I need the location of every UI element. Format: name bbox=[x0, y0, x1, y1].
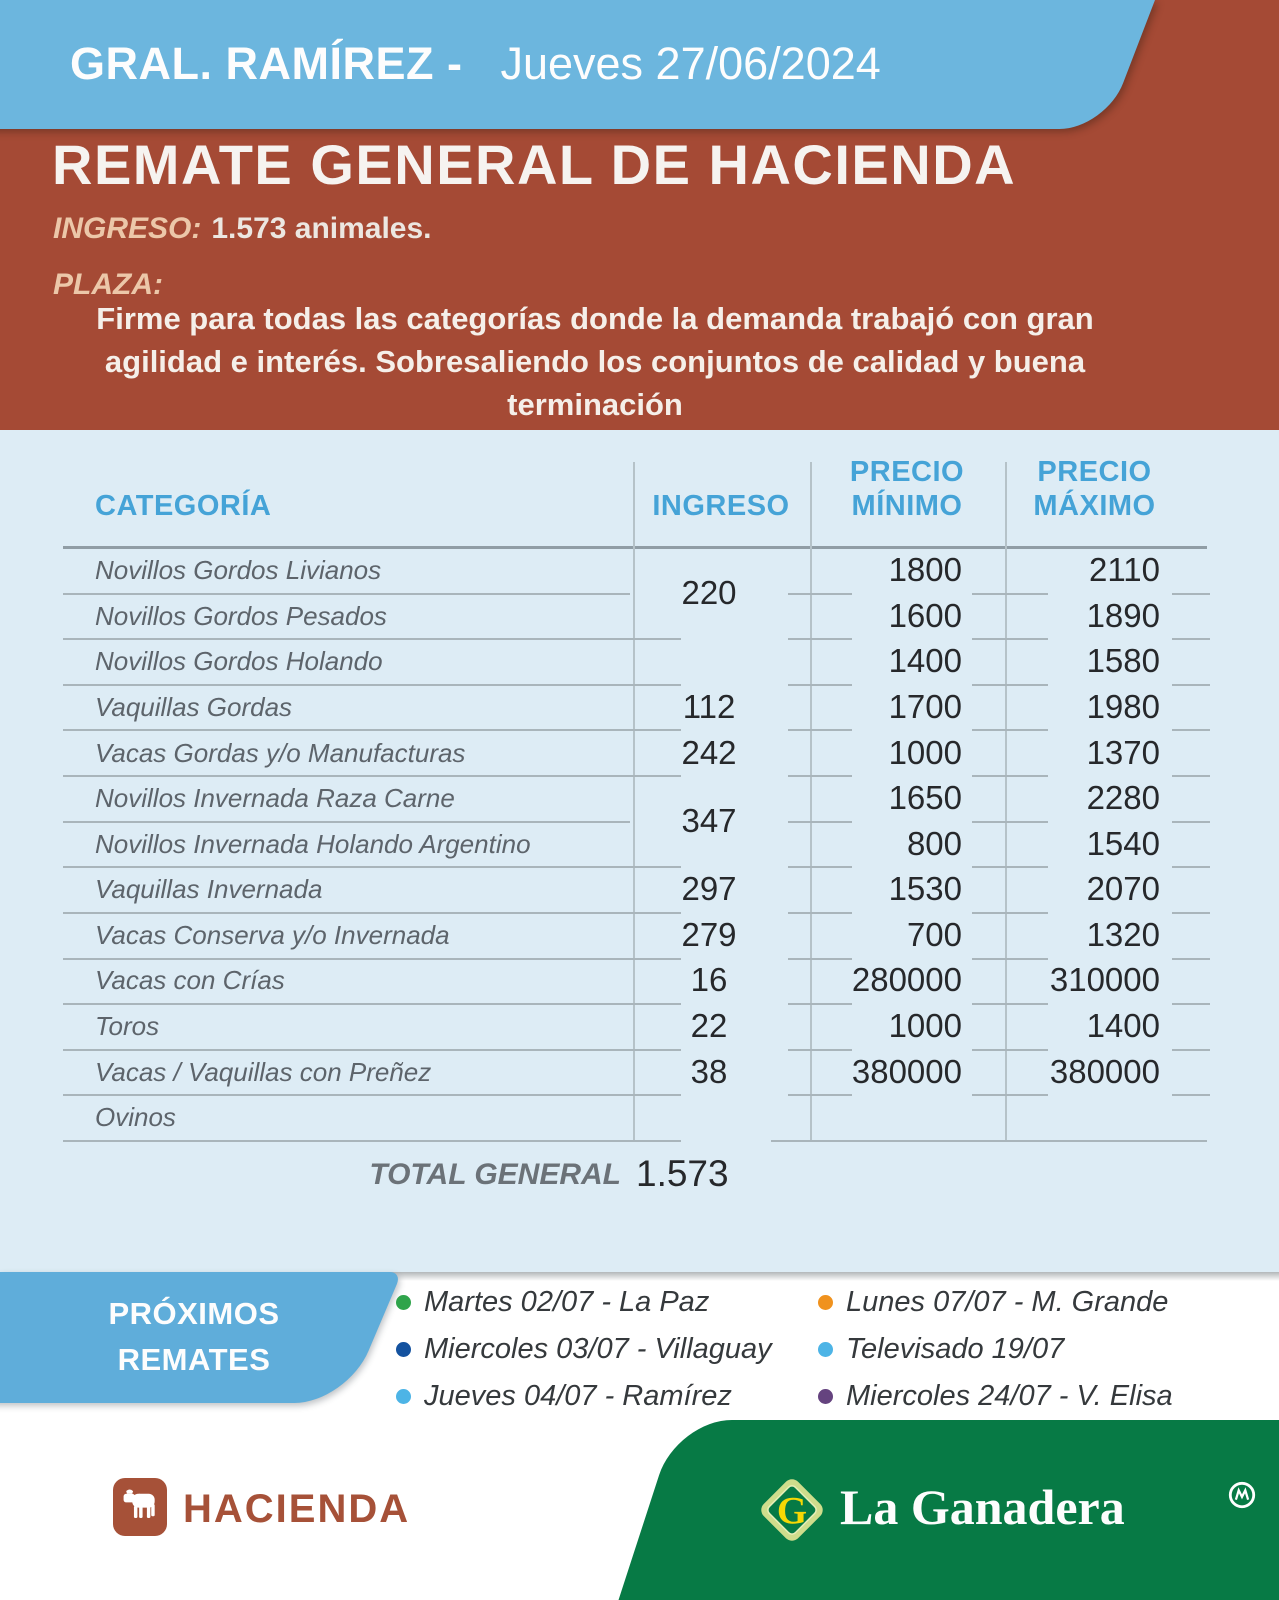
svg-text:G: G bbox=[776, 1489, 808, 1533]
table-row: Novillos Gordos Holando 1400 1580 bbox=[95, 642, 1160, 679]
bullet-icon bbox=[396, 1295, 411, 1310]
plaza-line-1: Firme para todas las categorías donde la demanda trabajó con gran bbox=[96, 301, 1094, 336]
list-item: Miercoles 24/07 - V. Elisa bbox=[818, 1380, 1173, 1413]
proximos-column-1 bbox=[396, 1286, 772, 1413]
column-header-precio-maximo: PRECIO MÁXIMO bbox=[1033, 456, 1156, 522]
table-row: Novillos Gordos Livianos 220 1800 2110 bbox=[95, 551, 1160, 611]
proximos-remates-title: PRÓXIMOS REMATES bbox=[108, 1296, 280, 1377]
header-date: Jueves 27/06/2024 bbox=[500, 38, 881, 89]
trademark-icon bbox=[1227, 1480, 1257, 1510]
table-row: Novillos Gordos Pesados 1600 1890 bbox=[95, 597, 1160, 634]
table-row: Vacas con Crías 16 280000 310000 bbox=[95, 961, 1160, 998]
table-row: Vacas Gordas y/o Manufacturas 242 1000 1370 bbox=[95, 734, 1160, 771]
brand-name: La Ganadera bbox=[840, 1479, 1125, 1535]
brand-diamond-icon bbox=[758, 1476, 826, 1544]
page-title: REMATE GENERAL DE HACIENDA bbox=[52, 133, 1017, 196]
hacienda-logo bbox=[113, 1478, 167, 1536]
table-row: Vacas / Vaquillas con Preñez 38 380000 380000 bbox=[95, 1053, 1160, 1090]
list-item: Lunes 07/07 - M. Grande bbox=[818, 1286, 1173, 1319]
header-location: GRAL. RAMÍREZ - bbox=[70, 38, 463, 89]
plaza-text bbox=[50, 297, 1140, 426]
list-item: Jueves 04/07 - Ramírez bbox=[396, 1380, 772, 1413]
list-item: Martes 02/07 - La Paz bbox=[396, 1286, 772, 1319]
ingreso-value: 1.573 animales. bbox=[211, 212, 432, 245]
header-line bbox=[70, 38, 881, 90]
plaza-label: PLAZA: bbox=[53, 268, 163, 301]
table-row: Novillos Invernada Holando Argentino 800 1540 bbox=[95, 825, 1160, 862]
column-header-precio-minimo: PRECIO MÍNIMO bbox=[849, 456, 965, 522]
table-row: Vaquillas Gordas 112 1700 1980 bbox=[95, 688, 1160, 725]
cow-icon bbox=[121, 1488, 159, 1527]
table-row: Vacas Conserva y/o Invernada 279 700 1320 bbox=[95, 916, 1160, 953]
table-row: Toros 22 1000 1400 bbox=[95, 1007, 1160, 1044]
proximos-column-2 bbox=[818, 1286, 1173, 1413]
table-row: Novillos Invernada Raza Carne 347 1650 2280 bbox=[95, 779, 1160, 839]
bullet-icon bbox=[396, 1342, 411, 1357]
total-general-label: TOTAL GENERAL bbox=[369, 1158, 621, 1191]
hacienda-label: HACIENDA bbox=[183, 1487, 411, 1531]
table-row: Ovinos bbox=[95, 1102, 176, 1132]
ingreso-line bbox=[53, 212, 432, 246]
plaza-line-2: agilidad e interés. Sobresaliendo los conjuntos de calidad y buena bbox=[104, 344, 1086, 379]
column-header-ingreso: INGRESO bbox=[652, 490, 790, 522]
bullet-icon bbox=[396, 1389, 411, 1404]
list-item: Televisado 19/07 bbox=[818, 1333, 1173, 1366]
table-row: Vaquillas Invernada 297 1530 2070 bbox=[95, 870, 1160, 907]
total-general-value: 1.573 bbox=[636, 1153, 729, 1194]
plaza-line-3: terminación bbox=[507, 387, 683, 422]
list-item: Miercoles 03/07 - Villaguay bbox=[396, 1333, 772, 1366]
bullet-icon bbox=[818, 1389, 833, 1404]
bullet-icon bbox=[818, 1295, 833, 1310]
column-header-categoria: CATEGORÍA bbox=[95, 490, 272, 522]
ingreso-label: INGRESO: bbox=[53, 212, 202, 245]
bullet-icon bbox=[818, 1342, 833, 1357]
